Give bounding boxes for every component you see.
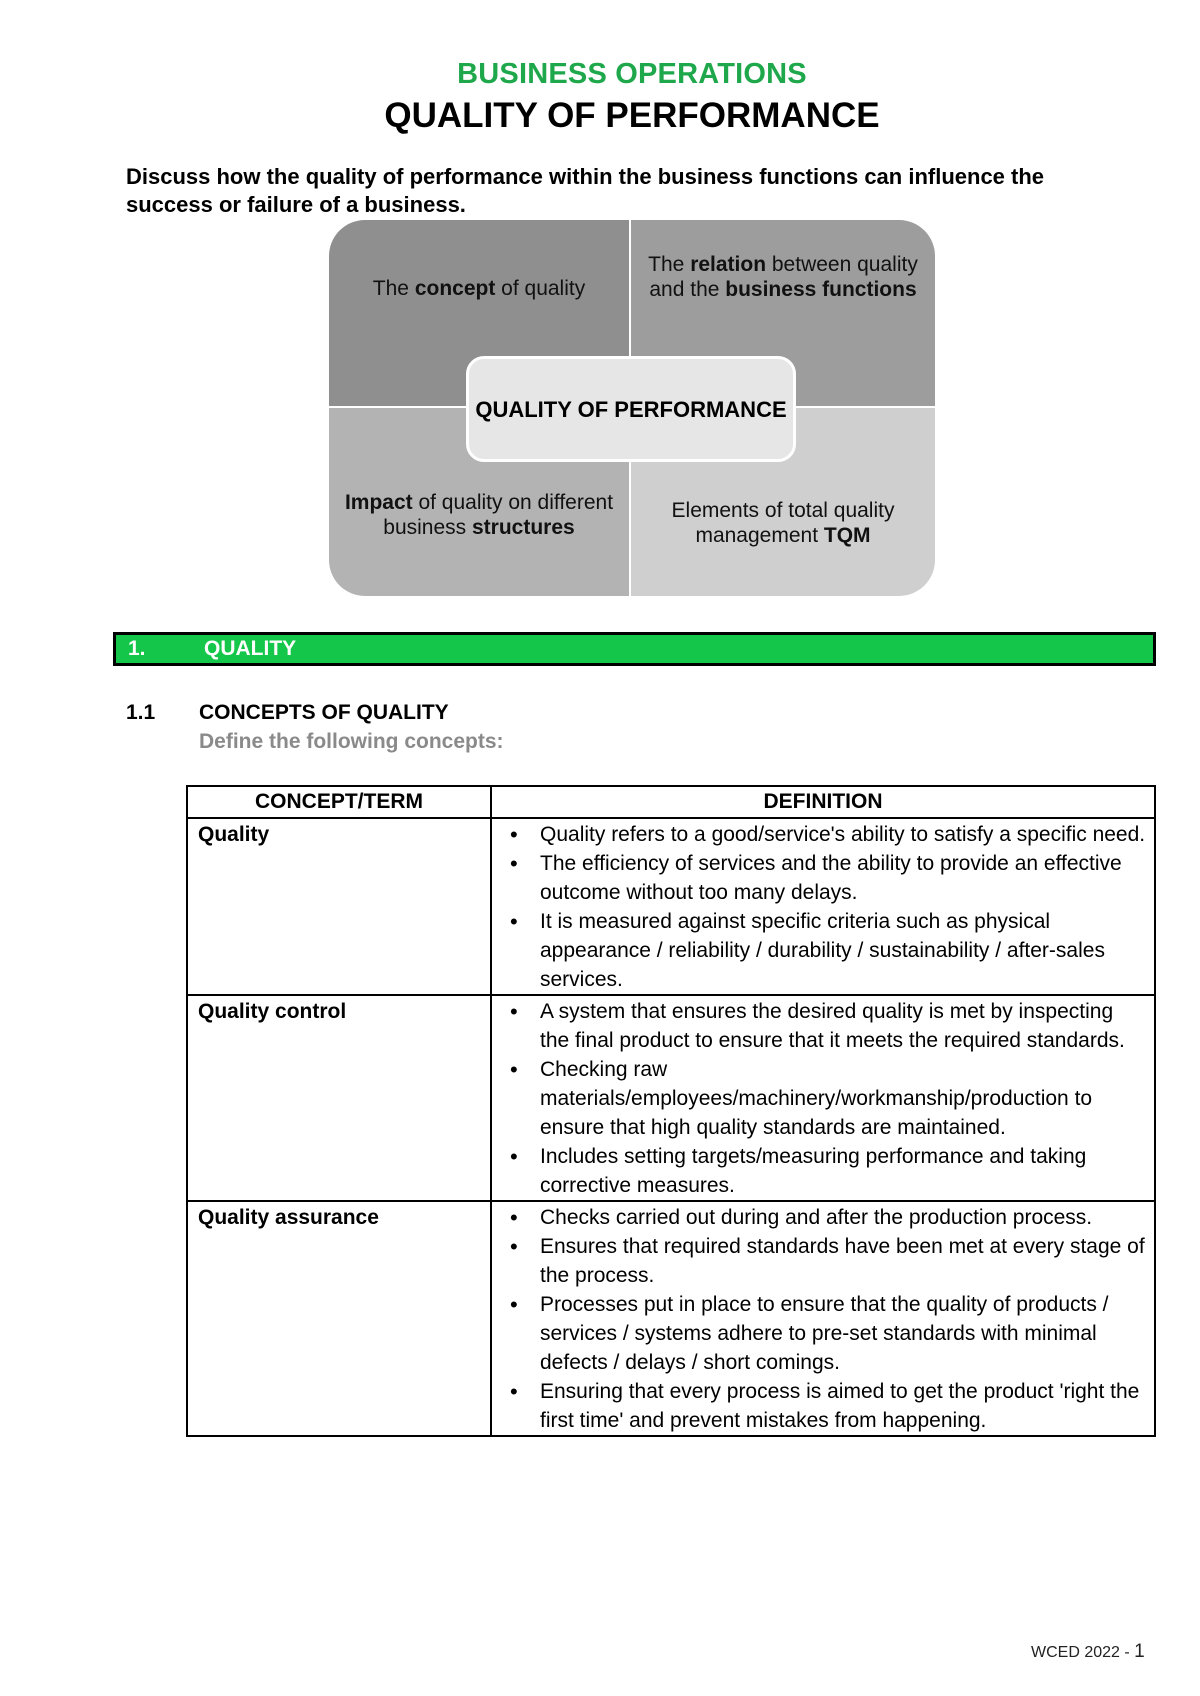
definition-item: • It is measured against specific criteria such as physical appearance / reliability / durability / sustainability / after-sales services. xyxy=(504,907,1146,994)
column-header: CONCEPT/TERM xyxy=(187,786,491,818)
page-footer xyxy=(1031,1641,1145,1663)
footer-org: WCED 2022 - xyxy=(1031,1644,1135,1661)
page-title: QUALITY OF PERFORMANCE xyxy=(384,96,880,135)
definition-item: • Includes setting targets/measuring performance and taking corrective measures. xyxy=(504,1142,1146,1200)
diagram-quadrant-relation: The relation between quality and the business functions xyxy=(631,220,935,406)
table-header-row xyxy=(187,786,1155,818)
definition-item: • Checks carried out during and after the production process. xyxy=(504,1203,1146,1232)
diagram-quadrant-impact: Impact of quality on different business structures xyxy=(329,408,629,596)
definition-item: • Ensuring that every process is aimed to get the product 'right the first time' and prevent mistakes from happening. xyxy=(504,1377,1146,1435)
definition-item: • Checking raw materials/employees/machinery/workmanship/production to ensure that high quality standards are maintained. xyxy=(504,1055,1146,1142)
definition-item: • A system that ensures the desired quality is met by inspecting the final product to ensure that it meets the required standards. xyxy=(504,997,1146,1055)
quality-diagram xyxy=(329,220,935,596)
subsection-instruction: Define the following concepts: xyxy=(199,730,504,753)
subsection-number: 1.1 xyxy=(126,701,156,724)
section-number: 1. xyxy=(128,637,146,660)
section-heading xyxy=(113,632,1156,666)
definition-item: • Quality refers to a good/service's ability to satisfy a specific need. xyxy=(504,820,1146,849)
definition-cell xyxy=(491,995,1155,1201)
table-row xyxy=(187,818,1155,995)
definition-item: • The efficiency of services and the ability to provide an effective outcome without too many delays. xyxy=(504,849,1146,907)
column-header: DEFINITION xyxy=(491,786,1155,818)
table-row xyxy=(187,1201,1155,1436)
table-row xyxy=(187,995,1155,1201)
definition-cell xyxy=(491,1201,1155,1436)
page-number: 1 xyxy=(1134,1641,1145,1662)
task-statement: Discuss how the quality of performance within the business functions can influence the success or failure of a business. xyxy=(126,164,1045,217)
concept-term: Quality xyxy=(187,818,491,995)
section-title: QUALITY xyxy=(204,637,297,660)
concept-term: Quality assurance xyxy=(187,1201,491,1436)
definition-item: • Processes put in place to ensure that the quality of products / services / systems adhere to pre-set standards with minimal defects / delays / short comings. xyxy=(504,1290,1146,1377)
subject-heading: BUSINESS OPERATIONS xyxy=(457,58,807,90)
concepts-table xyxy=(186,785,1156,1437)
diagram-quadrant-tqm: Elements of total quality management TQM xyxy=(631,408,935,596)
diagram-center: QUALITY OF PERFORMANCE xyxy=(466,356,796,462)
subsection-title: CONCEPTS OF QUALITY xyxy=(199,701,449,724)
diagram-quadrant-concept: The concept of quality xyxy=(329,220,629,406)
definition-cell xyxy=(491,818,1155,995)
concept-term: Quality control xyxy=(187,995,491,1201)
definition-item: • Ensures that required standards have been met at every stage of the process. xyxy=(504,1232,1146,1290)
